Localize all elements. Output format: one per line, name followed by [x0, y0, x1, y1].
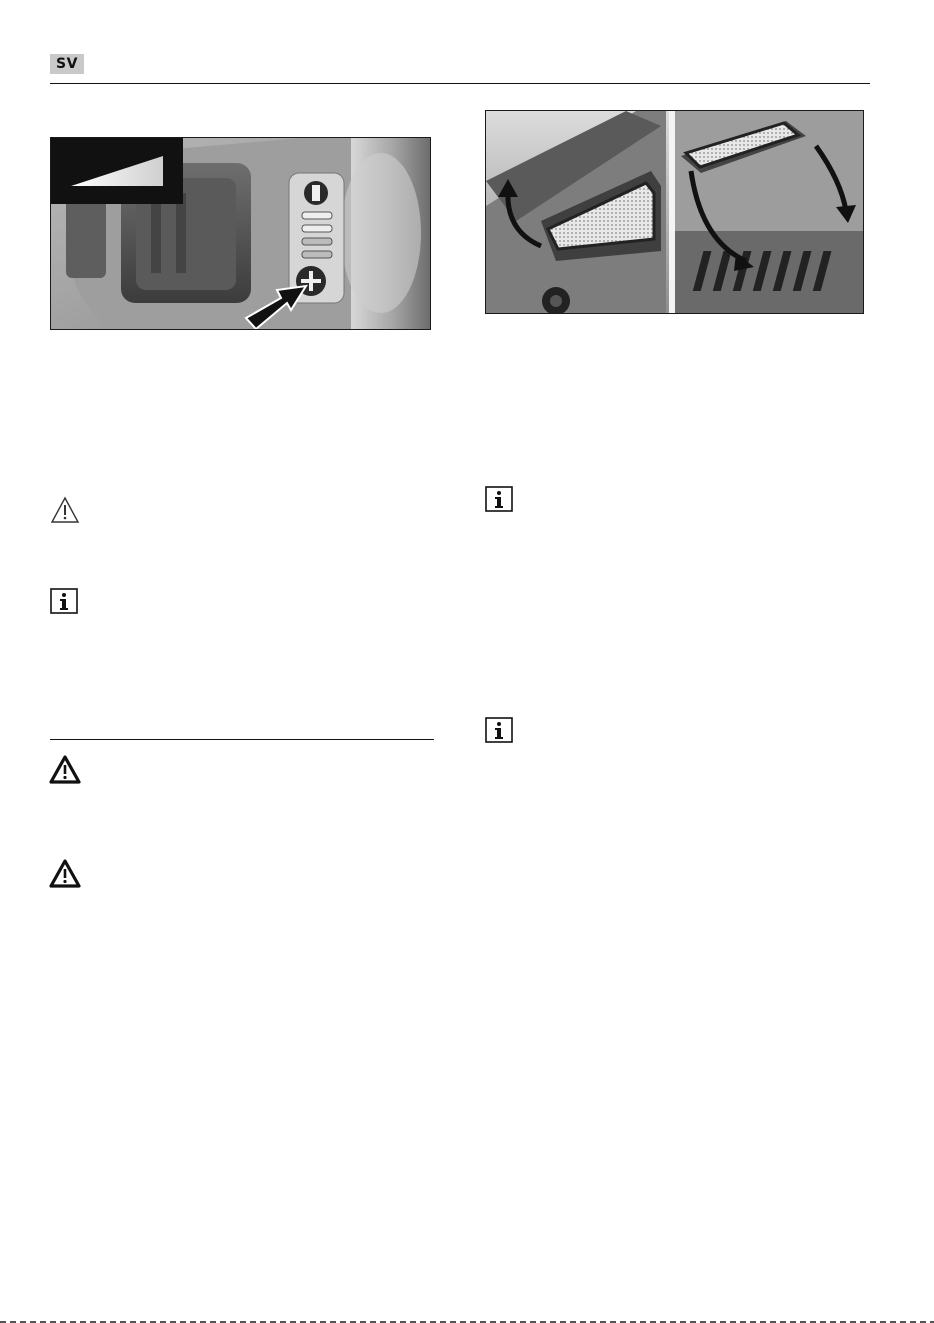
caution-triangle-icon: [50, 496, 80, 524]
warning-triangle-icon: [49, 859, 81, 888]
battery-indicator-photo: [50, 137, 431, 330]
info-icon: [485, 486, 513, 512]
header-rule: [50, 83, 870, 84]
dust-filter-photo: [485, 110, 864, 314]
language-tag: SV: [50, 54, 84, 74]
info-icon: [50, 588, 78, 614]
section-rule: [50, 739, 434, 740]
info-icon: [485, 717, 513, 743]
warning-triangle-icon: [49, 755, 81, 784]
